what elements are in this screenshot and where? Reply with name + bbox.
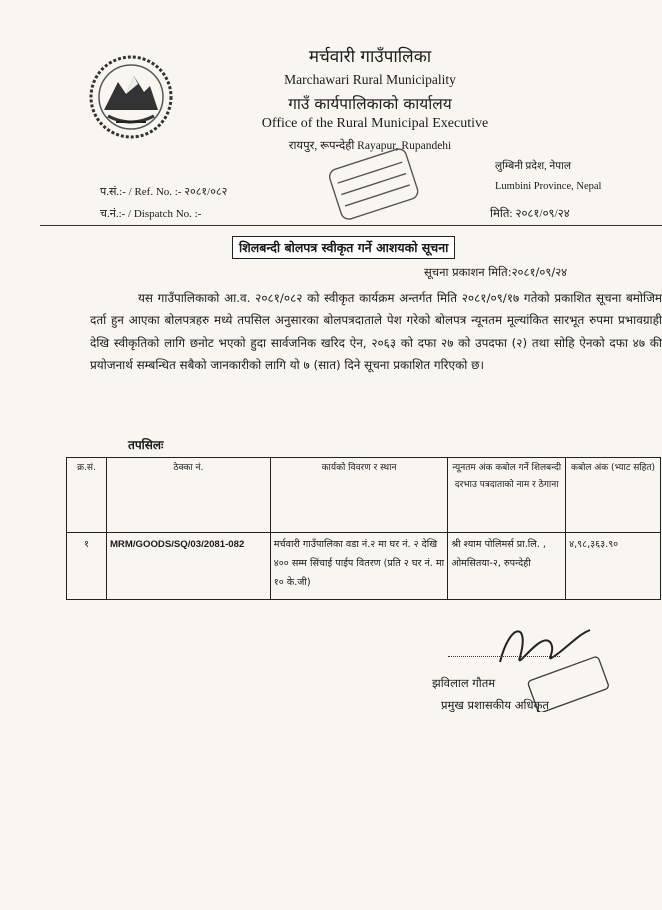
reference-number: प.सं.:- / Ref. No. :- २०८१/०८२ — [100, 186, 228, 198]
table-row — [67, 533, 661, 600]
letter-date: मिति: २०८१/०९/२४ — [490, 208, 570, 220]
dispatch-number: च.नं.:- / Dispatch No. :- — [100, 208, 202, 220]
cell-description: मर्चवारी गाउँपालिका वडा नं.२ मा घर नं. २ देखि ४०० सम्म सिंचाई पाईप वितरण (प्रति २ घर नं. मा १० के.जी) — [270, 533, 448, 600]
header-contract-no: ठेक्का नं. — [106, 458, 270, 533]
header-amount: कबोल अंक (भ्याट सहित) — [566, 458, 661, 533]
header-divider — [40, 225, 662, 226]
signature-icon — [480, 612, 610, 712]
signatory-title: प्रमुख प्रशासकीय अधिकृत — [441, 698, 549, 712]
notice-title: शिलबन्दी बोलपत्र स्वीकृत गर्ने आशयको सूचना — [232, 236, 455, 259]
table-header-row — [67, 458, 661, 533]
province-english: Lumbini Province, Nepal — [495, 181, 602, 192]
province-nepali: लुम्बिनी प्रदेश, नेपाल — [495, 161, 571, 172]
office-name-nepali: गाउँ कार्यपालिकाको कार्यालय — [288, 95, 452, 113]
signatory-name: झविलाल गाैतम — [432, 676, 496, 690]
cell-contract-no: MRM/GOODS/SQ/03/2081-082 — [106, 533, 270, 600]
nepal-emblem-icon — [86, 52, 176, 142]
header-bidder: न्यूनतम अंक कबोल गर्ने शिलबन्दी दरभाउ पत्रदाताको नाम र ठेगाना — [448, 458, 566, 533]
province-block — [495, 157, 601, 197]
signature-line — [448, 656, 560, 657]
org-name-nepali: मर्चवारी गाउँपालिका — [308, 47, 432, 67]
award-table — [66, 457, 661, 600]
address-line: रायपुर, रूपन्देही Rayapur, Rupandehi — [288, 140, 452, 152]
cell-bidder: श्री श्याम पोलिमर्स प्रा.लि. , ओमसितया-२, रुपन्देही — [448, 533, 566, 600]
cell-amount: ४,९८,३६३.९० — [566, 533, 661, 600]
header-description: कार्यको विवरण र स्थान — [270, 458, 448, 533]
cell-serial: १ — [67, 533, 107, 600]
header-serial: क्र.सं. — [67, 458, 107, 533]
office-stamp-icon — [324, 140, 424, 230]
org-name-english: Marchawari Rural Municipality — [284, 72, 456, 87]
details-label: तपसिलः — [128, 438, 164, 452]
office-name-english: Office of the Rural Municipal Executive — [261, 116, 489, 131]
notice-body: यस गाउँपालिकाको आ.व. २०८१/०८२ को स्वीकृत कार्यक्रम अन्तर्गत मिति २०८१/०९/१७ गतेको प्रकाशित सूचना बमोजिम दर्ता हुन आएका बोलपत्रहरु मध्ये तपसिल अनुसारका बोलपत्रदाताले पेश गरेको बोलपत्र न्यूनतम मूल्यांकित सारभूत रुपमा प्रभावग्राही देखि स्वीकृतिको लागि छनोट भएको हुदा सार्वजनिक खरिद ऐन, २०६३ को दफा २७ को उपदफा (२) तथा सोहि ऐनको दफा ४७ की प्रयोजनार्थ सम्बन्धित सबैको जानकारीको लागि यो ७ (सात) दिने सूचना प्रकाशित गरिएको छ। — [90, 291, 662, 373]
publish-date: सूचना प्रकाशन मिति:२०८१/०९/२४ — [424, 265, 568, 279]
